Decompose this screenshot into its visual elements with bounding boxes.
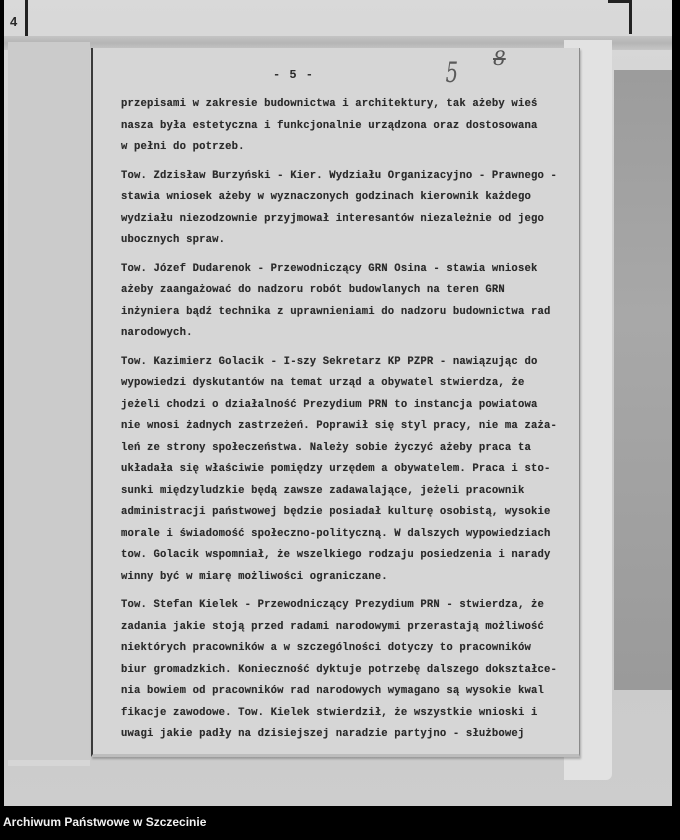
- paragraph-5: [121, 595, 561, 746]
- text-line: przepisami w zakresie budownictwa i architektury, tak ażeby wieś: [121, 98, 538, 110]
- paragraph-1: [121, 94, 561, 159]
- paragraph-3: [121, 259, 561, 345]
- text-line: tow. Golacik wspomniał, że wszelkiego rodzaju posiedzenia i narady: [121, 549, 551, 561]
- text-line: wypowiedzi dyskutantów na temat urząd a obywatel stwierdza, że: [121, 377, 525, 389]
- page-number: - 5 -: [273, 68, 315, 82]
- handwritten-page-number: 5: [445, 56, 459, 89]
- text-line: układała się właściwie pomiędzy urzędem a obywatelem. Praca i sto-: [121, 463, 551, 475]
- background-shadow-right: [614, 70, 672, 690]
- film-registration-mark-right-vertical: [629, 0, 632, 34]
- text-line: wydziału niezodzownie przyjmował interesantów niezależnie od jego: [121, 212, 544, 225]
- underlying-page: [8, 42, 90, 766]
- paragraph-4: [121, 352, 561, 589]
- text-line: nia bowiem od pracowników rad narodowych wymagano są wysokie kwal: [121, 685, 544, 697]
- film-frame-number: 4: [10, 14, 18, 29]
- text-line: morale i świadomość społeczno-polityczną. W dalszych wypowiedziach: [121, 527, 551, 540]
- text-line: stawia wniosek ażeby w wyznaczonych godzinach kierownik każdego: [121, 191, 531, 203]
- text-line: ażeby zaangażować do nadzoru robót budowlanych na teren GRN: [121, 284, 505, 296]
- text-line: sunki międzyludzkie będą zawsze zadawalające, jeżeli pracownik: [121, 484, 525, 497]
- text-line: jeżeli chodzi o działalność Prezydium PRN to instancja powiatowa: [121, 398, 538, 411]
- text-line: w pełni do potrzeb.: [121, 141, 245, 153]
- text-line: administracji państwowej będzie posiadał kulturę osobistą, wysokie: [121, 506, 551, 518]
- text-line: inżyniera bądź technika z uprawnieniami do nadzoru budownictwa rad: [121, 305, 551, 318]
- text-line: winny być w miarę możliwości ograniczane.: [121, 570, 388, 583]
- text-line: fikacje zawodowe. Tow. Kielek stwierdził, że wszystkie wnioski i: [121, 706, 538, 719]
- text-line: uwagi jakie padły na dzisiejszej naradzie partyjno - służbowej: [121, 728, 525, 740]
- archive-caption-bar: [0, 806, 680, 840]
- scanned-image: [4, 0, 672, 806]
- text-line: zadania jakie stoją przed radami narodowymi przerastają możliwość: [121, 620, 544, 633]
- paragraph-2: [121, 166, 561, 252]
- film-border-right: [672, 0, 680, 806]
- handwritten-crossed-number: 8: [493, 46, 506, 70]
- text-line: nasza była estetyczna i funkcjonalnie urządzona oraz dostosowana: [121, 119, 538, 132]
- text-line: Tow. Kazimierz Golacik - I-szy Sekretarz KP PZPR - nawiązując do: [121, 355, 538, 368]
- document-page: [91, 48, 580, 757]
- text-line: ubocznych spraw.: [121, 234, 226, 246]
- text-line: niektórych pracowników a w szczególności dotyczy to pracowników: [121, 642, 531, 654]
- text-line: narodowych.: [121, 327, 193, 339]
- archive-caption: Archiwum Państwowe w Szczecinie: [3, 815, 207, 829]
- text-line: biur gromadzkich. Konieczność dyktuje potrzebę dalszego dokształce-: [121, 663, 557, 676]
- text-line: Tow. Zdzisław Burzyński - Kier. Wydziału Organizacyjno - Prawnego -: [121, 169, 557, 182]
- text-line: Tow. Józef Dudarenok - Przewodniczący GRN Osina - stawia wniosek: [121, 262, 538, 275]
- film-registration-mark-left: [25, 0, 28, 36]
- text-line: Tow. Stefan Kielek - Przewodniczący Prezydium PRN - stwierdza, że: [121, 599, 544, 611]
- document-body: [121, 94, 561, 753]
- text-line: leń ze strony społeczeństwa. Należy sobie życzyć ażeby praca ta: [121, 441, 531, 454]
- text-line: nie wnosi żadnych zastrzeżeń. Poprawił się styl pracy, nie ma zaża-: [121, 420, 557, 432]
